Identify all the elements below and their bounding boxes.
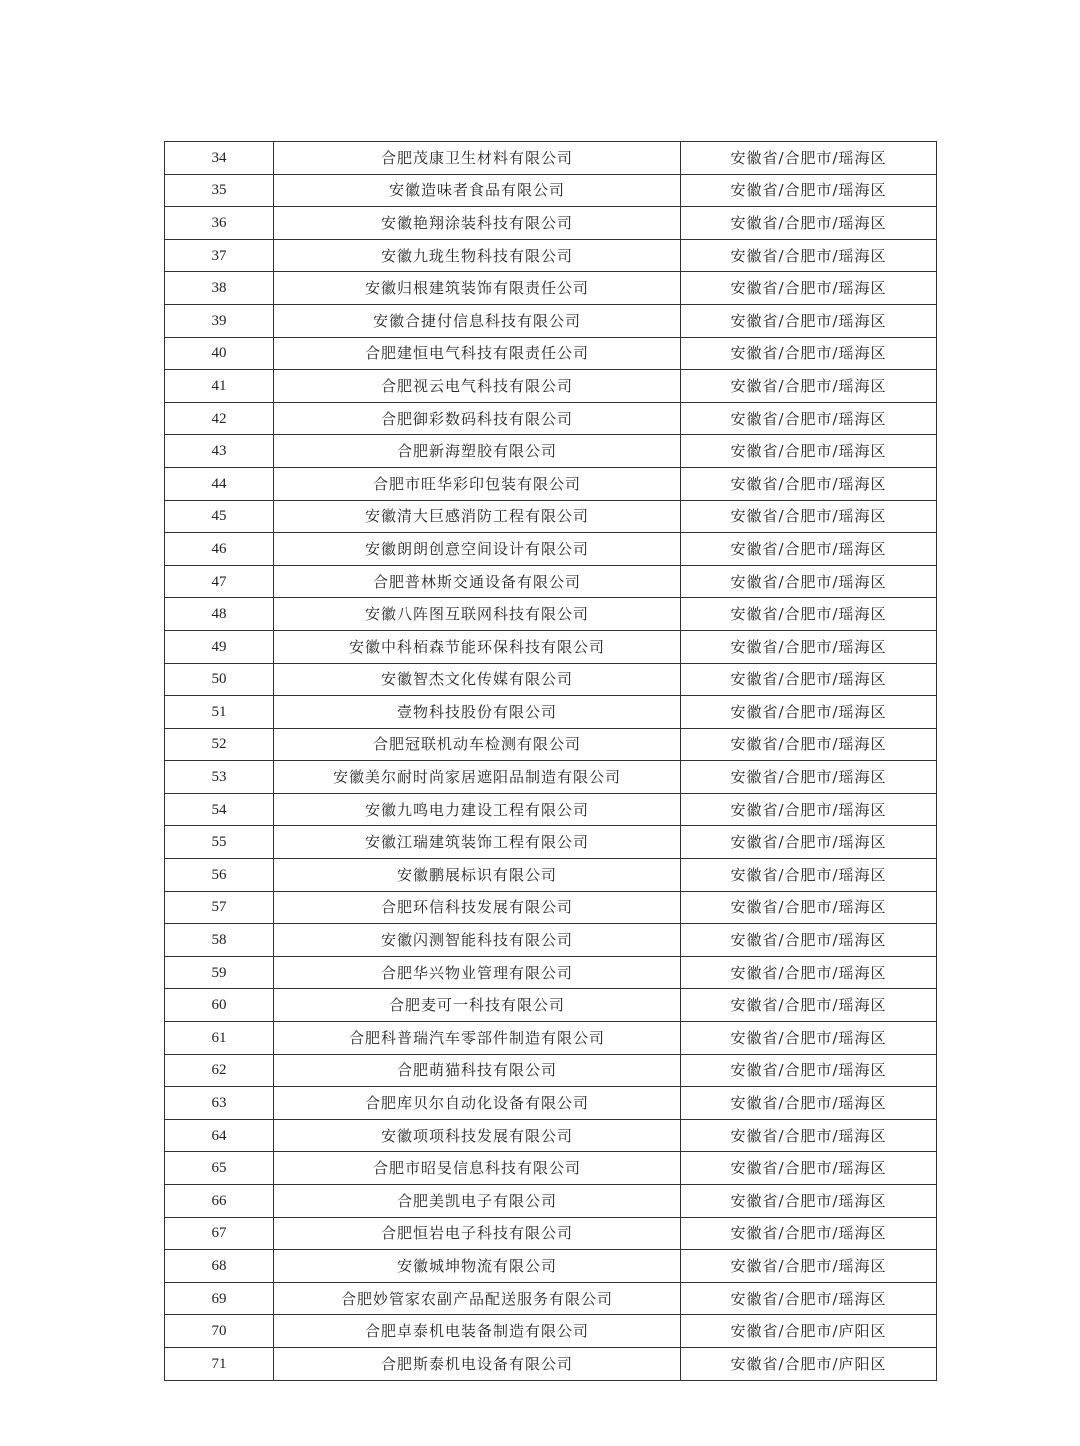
company-name: 安徽九珑生物科技有限公司	[274, 239, 681, 272]
table-row	[165, 370, 937, 403]
table-row	[165, 1087, 937, 1120]
company-name: 合肥斯泰机电设备有限公司	[274, 1347, 681, 1380]
table-row	[165, 533, 937, 566]
company-name: 安徽鹏展标识有限公司	[274, 859, 681, 892]
company-name: 壹物科技股份有限公司	[274, 696, 681, 729]
table-row	[165, 272, 937, 305]
company-region: 安徽省/合肥市/瑶海区	[681, 142, 937, 175]
row-number: 66	[165, 1185, 274, 1218]
row-number: 51	[165, 696, 274, 729]
company-name: 安徽合捷付信息科技有限公司	[274, 304, 681, 337]
company-region: 安徽省/合肥市/瑶海区	[681, 663, 937, 696]
row-number: 52	[165, 728, 274, 761]
row-number: 50	[165, 663, 274, 696]
company-region: 安徽省/合肥市/瑶海区	[681, 207, 937, 240]
table-row	[165, 304, 937, 337]
table-row	[165, 859, 937, 892]
company-name: 合肥妙管家农副产品配送服务有限公司	[274, 1282, 681, 1315]
row-number: 71	[165, 1347, 274, 1380]
company-region: 安徽省/合肥市/瑶海区	[681, 174, 937, 207]
table-row	[165, 142, 937, 175]
row-number: 39	[165, 304, 274, 337]
company-region: 安徽省/合肥市/瑶海区	[681, 435, 937, 468]
company-region: 安徽省/合肥市/瑶海区	[681, 337, 937, 370]
company-name: 合肥环信科技发展有限公司	[274, 891, 681, 924]
company-region: 安徽省/合肥市/瑶海区	[681, 304, 937, 337]
row-number: 47	[165, 565, 274, 598]
row-number: 69	[165, 1282, 274, 1315]
row-number: 40	[165, 337, 274, 370]
table-row	[165, 1315, 937, 1348]
company-name: 合肥美凯电子有限公司	[274, 1185, 681, 1218]
company-name: 合肥麦可一科技有限公司	[274, 989, 681, 1022]
table-row	[165, 989, 937, 1022]
row-number: 60	[165, 989, 274, 1022]
row-number: 62	[165, 1054, 274, 1087]
row-number: 49	[165, 630, 274, 663]
company-region: 安徽省/合肥市/瑶海区	[681, 989, 937, 1022]
company-region: 安徽省/合肥市/瑶海区	[681, 1185, 937, 1218]
row-number: 53	[165, 761, 274, 794]
company-region: 安徽省/合肥市/瑶海区	[681, 924, 937, 957]
table-row	[165, 1152, 937, 1185]
row-number: 36	[165, 207, 274, 240]
company-region: 安徽省/合肥市/瑶海区	[681, 533, 937, 566]
company-name: 合肥恒岩电子科技有限公司	[274, 1217, 681, 1250]
row-number: 67	[165, 1217, 274, 1250]
table-row	[165, 793, 937, 826]
table-row	[165, 663, 937, 696]
table-row	[165, 956, 937, 989]
company-name: 合肥市昭旻信息科技有限公司	[274, 1152, 681, 1185]
table-row	[165, 598, 937, 631]
company-name: 合肥华兴物业管理有限公司	[274, 956, 681, 989]
table-row	[165, 761, 937, 794]
company-name: 合肥卓泰机电装备制造有限公司	[274, 1315, 681, 1348]
row-number: 57	[165, 891, 274, 924]
company-region: 安徽省/合肥市/瑶海区	[681, 728, 937, 761]
company-region: 安徽省/合肥市/瑶海区	[681, 956, 937, 989]
table-row	[165, 1022, 937, 1055]
row-number: 64	[165, 1119, 274, 1152]
company-region: 安徽省/合肥市/瑶海区	[681, 793, 937, 826]
table-row	[165, 696, 937, 729]
row-number: 65	[165, 1152, 274, 1185]
row-number: 56	[165, 859, 274, 892]
company-region: 安徽省/合肥市/瑶海区	[681, 1054, 937, 1087]
row-number: 34	[165, 142, 274, 175]
company-region: 安徽省/合肥市/瑶海区	[681, 239, 937, 272]
company-region: 安徽省/合肥市/瑶海区	[681, 761, 937, 794]
table-row	[165, 565, 937, 598]
company-name: 合肥库贝尔自动化设备有限公司	[274, 1087, 681, 1120]
company-name: 安徽八阵图互联网科技有限公司	[274, 598, 681, 631]
row-number: 70	[165, 1315, 274, 1348]
company-region: 安徽省/合肥市/瑶海区	[681, 565, 937, 598]
row-number: 42	[165, 402, 274, 435]
row-number: 37	[165, 239, 274, 272]
table-row	[165, 728, 937, 761]
company-region: 安徽省/合肥市/庐阳区	[681, 1347, 937, 1380]
company-region: 安徽省/合肥市/瑶海区	[681, 500, 937, 533]
company-region: 安徽省/合肥市/瑶海区	[681, 598, 937, 631]
row-number: 43	[165, 435, 274, 468]
company-region: 安徽省/合肥市/瑶海区	[681, 859, 937, 892]
row-number: 68	[165, 1250, 274, 1283]
company-table	[164, 141, 937, 1381]
company-table-body	[165, 142, 937, 1381]
row-number: 55	[165, 826, 274, 859]
company-name: 安徽美尔耐时尚家居遮阳品制造有限公司	[274, 761, 681, 794]
table-row	[165, 1054, 937, 1087]
table-row	[165, 337, 937, 370]
row-number: 54	[165, 793, 274, 826]
company-region: 安徽省/合肥市/瑶海区	[681, 467, 937, 500]
company-name: 安徽江瑞建筑装饰工程有限公司	[274, 826, 681, 859]
row-number: 48	[165, 598, 274, 631]
company-name: 安徽城坤物流有限公司	[274, 1250, 681, 1283]
company-region: 安徽省/合肥市/瑶海区	[681, 402, 937, 435]
company-region: 安徽省/合肥市/瑶海区	[681, 630, 937, 663]
table-row	[165, 402, 937, 435]
company-name: 安徽闪测智能科技有限公司	[274, 924, 681, 957]
company-name: 安徽归根建筑装饰有限责任公司	[274, 272, 681, 305]
company-name: 安徽清大巨感消防工程有限公司	[274, 500, 681, 533]
company-region: 安徽省/合肥市/瑶海区	[681, 1119, 937, 1152]
company-name: 合肥萌猫科技有限公司	[274, 1054, 681, 1087]
table-row	[165, 1250, 937, 1283]
company-name: 安徽艳翔涂装科技有限公司	[274, 207, 681, 240]
row-number: 41	[165, 370, 274, 403]
company-name: 安徽智杰文化传媒有限公司	[274, 663, 681, 696]
company-name: 合肥茂康卫生材料有限公司	[274, 142, 681, 175]
company-name: 合肥冠联机动车检测有限公司	[274, 728, 681, 761]
company-name: 安徽项项科技发展有限公司	[274, 1119, 681, 1152]
company-region: 安徽省/合肥市/瑶海区	[681, 1250, 937, 1283]
company-name: 合肥御彩数码科技有限公司	[274, 402, 681, 435]
table-row	[165, 1119, 937, 1152]
table-row	[165, 239, 937, 272]
table-row	[165, 1282, 937, 1315]
row-number: 59	[165, 956, 274, 989]
company-region: 安徽省/合肥市/瑶海区	[681, 1282, 937, 1315]
row-number: 44	[165, 467, 274, 500]
company-region: 安徽省/合肥市/瑶海区	[681, 891, 937, 924]
row-number: 45	[165, 500, 274, 533]
company-region: 安徽省/合肥市/瑶海区	[681, 1022, 937, 1055]
company-region: 安徽省/合肥市/瑶海区	[681, 370, 937, 403]
company-name: 安徽朗朗创意空间设计有限公司	[274, 533, 681, 566]
table-row	[165, 1217, 937, 1250]
table-row	[165, 207, 937, 240]
row-number: 46	[165, 533, 274, 566]
company-name: 合肥视云电气科技有限公司	[274, 370, 681, 403]
row-number: 38	[165, 272, 274, 305]
company-name: 合肥普林斯交通设备有限公司	[274, 565, 681, 598]
company-name: 安徽造味者食品有限公司	[274, 174, 681, 207]
table-row	[165, 435, 937, 468]
row-number: 58	[165, 924, 274, 957]
table-row	[165, 500, 937, 533]
table-row	[165, 1347, 937, 1380]
row-number: 63	[165, 1087, 274, 1120]
company-region: 安徽省/合肥市/瑶海区	[681, 1152, 937, 1185]
table-row	[165, 1185, 937, 1218]
company-name: 安徽九鸣电力建设工程有限公司	[274, 793, 681, 826]
company-region: 安徽省/合肥市/庐阳区	[681, 1315, 937, 1348]
table-row	[165, 174, 937, 207]
company-region: 安徽省/合肥市/瑶海区	[681, 1087, 937, 1120]
row-number: 35	[165, 174, 274, 207]
company-name: 合肥科普瑞汽车零部件制造有限公司	[274, 1022, 681, 1055]
table-row	[165, 891, 937, 924]
company-region: 安徽省/合肥市/瑶海区	[681, 696, 937, 729]
table-row	[165, 467, 937, 500]
company-name: 合肥建恒电气科技有限责任公司	[274, 337, 681, 370]
company-name: 安徽中科栢森节能环保科技有限公司	[274, 630, 681, 663]
company-region: 安徽省/合肥市/瑶海区	[681, 826, 937, 859]
company-region: 安徽省/合肥市/瑶海区	[681, 272, 937, 305]
table-row	[165, 826, 937, 859]
table-row	[165, 924, 937, 957]
table-row	[165, 630, 937, 663]
company-region: 安徽省/合肥市/瑶海区	[681, 1217, 937, 1250]
company-name: 合肥市旺华彩印包装有限公司	[274, 467, 681, 500]
company-name: 合肥新海塑胶有限公司	[274, 435, 681, 468]
row-number: 61	[165, 1022, 274, 1055]
